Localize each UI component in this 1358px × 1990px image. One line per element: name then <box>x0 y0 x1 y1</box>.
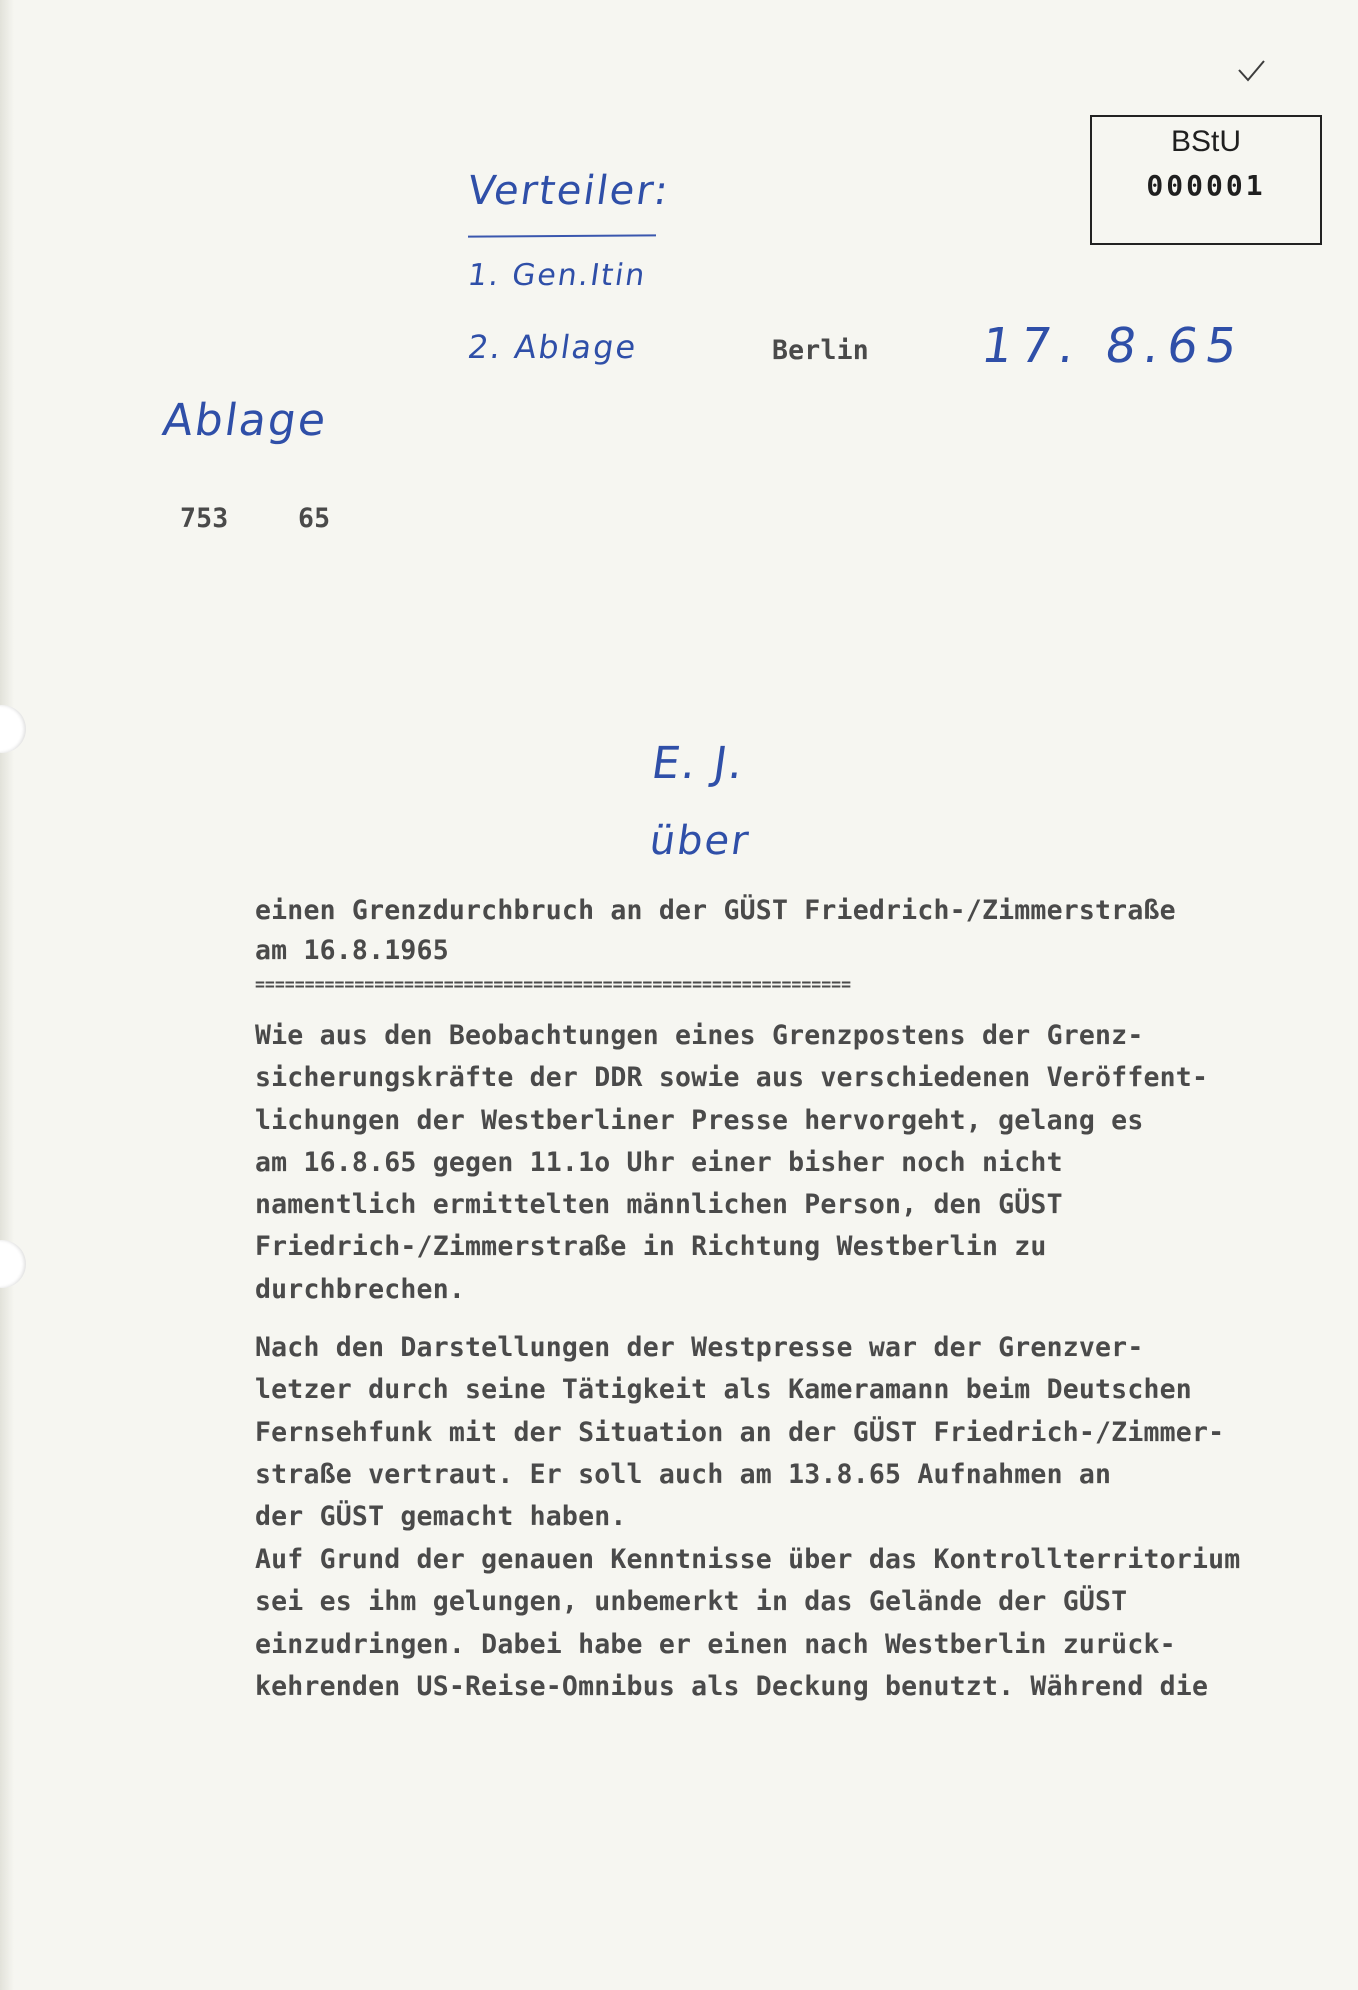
archive-stamp <box>1090 115 1322 245</box>
place: Berlin <box>772 335 869 366</box>
file-year: 65 <box>298 503 331 534</box>
paragraph-line: lichungen der Westberliner Presse hervorgeht, gelang es <box>255 1104 1144 1136</box>
stamp-number: 000001 <box>1146 169 1266 202</box>
paragraph-line: sei es ihm gelungen, unbemerkt in das Gelände der GÜST <box>255 1586 1128 1618</box>
file-number: 753 <box>180 503 229 534</box>
paragraph-2 <box>255 1327 1224 1538</box>
subject-line-1: einen Grenzdurchbruch an der GÜST Friedrich-/Zimmerstraße <box>255 895 1176 926</box>
subject-line-2: am 16.8.1965 <box>255 935 449 966</box>
paragraph-line: namentlich ermittelten männlichen Person, den GÜST <box>255 1189 1063 1221</box>
paper-edge <box>0 0 14 1990</box>
verteiler-underline <box>468 234 656 237</box>
paragraph-line: kehrenden US-Reise-Omnibus als Deckung benutzt. Während die <box>255 1670 1209 1702</box>
paragraph-line: durchbrechen. <box>255 1273 466 1305</box>
paragraph-line: letzer durch seine Tätigkeit als Kameramann beim Deutschen <box>255 1374 1192 1406</box>
paragraph-3 <box>255 1539 1240 1708</box>
distribution-item-1: 1. Gen.Itin <box>465 258 649 293</box>
punch-hole-upper <box>0 705 26 753</box>
ueber-note: über <box>646 818 754 864</box>
check-mark-icon <box>1236 58 1266 84</box>
stamp-title: BStU <box>1170 125 1242 158</box>
paragraph-line: einzudringen. Dabei habe er einen nach Westberlin zurück- <box>255 1628 1176 1660</box>
paragraph-line: Auf Grund der genauen Kenntnisse über das Kontrollterritorium <box>255 1544 1241 1575</box>
paragraph-1 <box>255 1015 1208 1311</box>
handwritten-date: 17. 8.65 <box>978 318 1249 374</box>
verteiler-heading: Verteiler: <box>464 168 673 214</box>
paragraph-line: der GÜST gemacht haben. <box>255 1501 627 1533</box>
distribution-item-2: 2. Ablage <box>465 328 641 366</box>
paragraph-line: straße vertraut. Er soll auch am 13.8.65 Aufnahmen an <box>255 1458 1112 1490</box>
paragraph-line: Wie aus den Beobachtungen eines Grenzpostens der Grenz- <box>255 1020 1144 1051</box>
paragraph-line: Fernsehfunk mit der Situation an der GÜST Friedrich-/Zimmer- <box>255 1416 1225 1448</box>
faint-show-through <box>539 440 554 487</box>
paragraph-line: Nach den Darstellungen der Westpresse war der Grenzver- <box>255 1332 1144 1363</box>
punch-hole-lower <box>0 1240 26 1288</box>
paragraph-line: Friedrich-/Zimmerstraße in Richtung Westberlin zu <box>255 1231 1047 1263</box>
document-type: E. J. <box>648 738 749 789</box>
subject-double-rule: ============================================================ <box>255 975 852 994</box>
paragraph-line: sicherungskräfte der DDR sowie aus verschiedenen Veröffent- <box>255 1062 1209 1094</box>
paragraph-line: am 16.8.65 gegen 11.1o Uhr einer bisher noch nicht <box>255 1146 1063 1178</box>
ablage-note: Ablage <box>159 395 331 446</box>
